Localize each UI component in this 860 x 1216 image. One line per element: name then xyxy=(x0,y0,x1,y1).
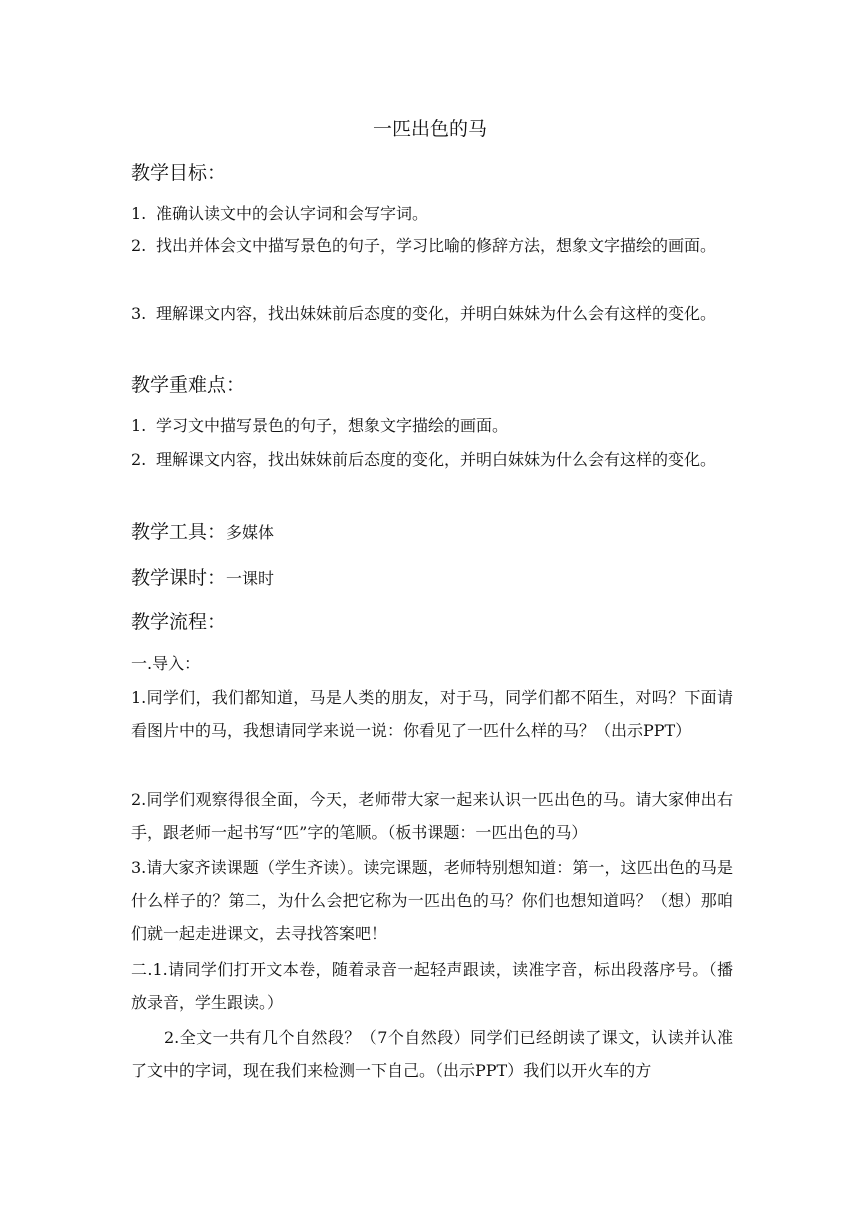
key-point-item-1 xyxy=(131,409,731,442)
objective-text: 理解课文内容，找出妹妹前后态度的变化，并明白妹妹为什么会有这样的变化。 xyxy=(156,304,717,323)
key-point-number: 2. xyxy=(131,450,147,469)
hours-value: 一课时 xyxy=(226,569,275,588)
key-point-number: 1. xyxy=(131,416,147,435)
key-points-heading: 教学重难点： xyxy=(131,374,246,396)
paragraph-5: 2.全文一共有几个自然段？（7个自然段）同学们已经朗读了课文，认读并认准了文中的字词，现在我们来检测一下自己。（出示PPT）我们以开火车的方 xyxy=(131,1028,733,1080)
objective-item-3 xyxy=(131,297,731,330)
tools-line xyxy=(131,519,274,546)
objective-text: 准确认读文中的会认字词和会写字词。 xyxy=(156,204,429,223)
hours-heading: 教学课时： xyxy=(131,567,227,589)
objective-number: 2. xyxy=(131,236,147,255)
objective-item-2 xyxy=(131,229,731,262)
paragraph-1: 1.同学们，我们都知道，马是人类的朋友，对于马，同学们都不陌生，对吗？下面请看图片中的马，我想请同学来说一说：你看见了一匹什么样的马？（出示PPT） xyxy=(131,688,733,740)
paragraph-2: 2.同学们观察得很全面，今天，老师带大家一起来认识一匹出色的马。请大家伸出右手，跟老师一起书写“匹”字的笔顺。（板书课题：一匹出色的马） xyxy=(131,790,733,842)
objective-item-1 xyxy=(131,197,731,230)
tools-heading: 教学工具： xyxy=(131,521,227,543)
objective-number: 3. xyxy=(131,304,147,323)
tools-value: 多媒体 xyxy=(226,523,275,542)
key-point-text: 学习文中描写景色的句子，想象文字描绘的画面。 xyxy=(156,416,509,435)
objectives-heading: 教学目标： xyxy=(131,162,227,184)
document-title: 一匹出色的马 xyxy=(372,118,487,140)
key-point-item-2 xyxy=(131,443,731,476)
paragraph-3: 3.请大家齐读课题（学生齐读）。读完课题，老师特别想知道：第一，这匹出色的马是什么样子的？第二，为什么会把它称为一匹出色的马？你们也想知道吗？（想）那咱们就一起走进课文，去寻找答案吧！ xyxy=(131,858,733,943)
section-intro-heading: 一.导入： xyxy=(131,654,201,673)
hours-line xyxy=(131,565,274,592)
objective-text: 找出并体会文中描写景色的句子，学习比喻的修辞方法，想象文字描绘的画面。 xyxy=(156,236,717,255)
objective-number: 1. xyxy=(131,204,147,223)
paragraph-4: 二.1.请同学们打开文本卷，随着录音一起轻声跟读，读准字音，标出段落序号。（播放录音，学生跟读。） xyxy=(131,960,733,1012)
process-heading: 教学流程： xyxy=(131,611,227,633)
key-point-text: 理解课文内容，找出妹妹前后态度的变化，并明白妹妹为什么会有这样的变化。 xyxy=(156,450,717,469)
